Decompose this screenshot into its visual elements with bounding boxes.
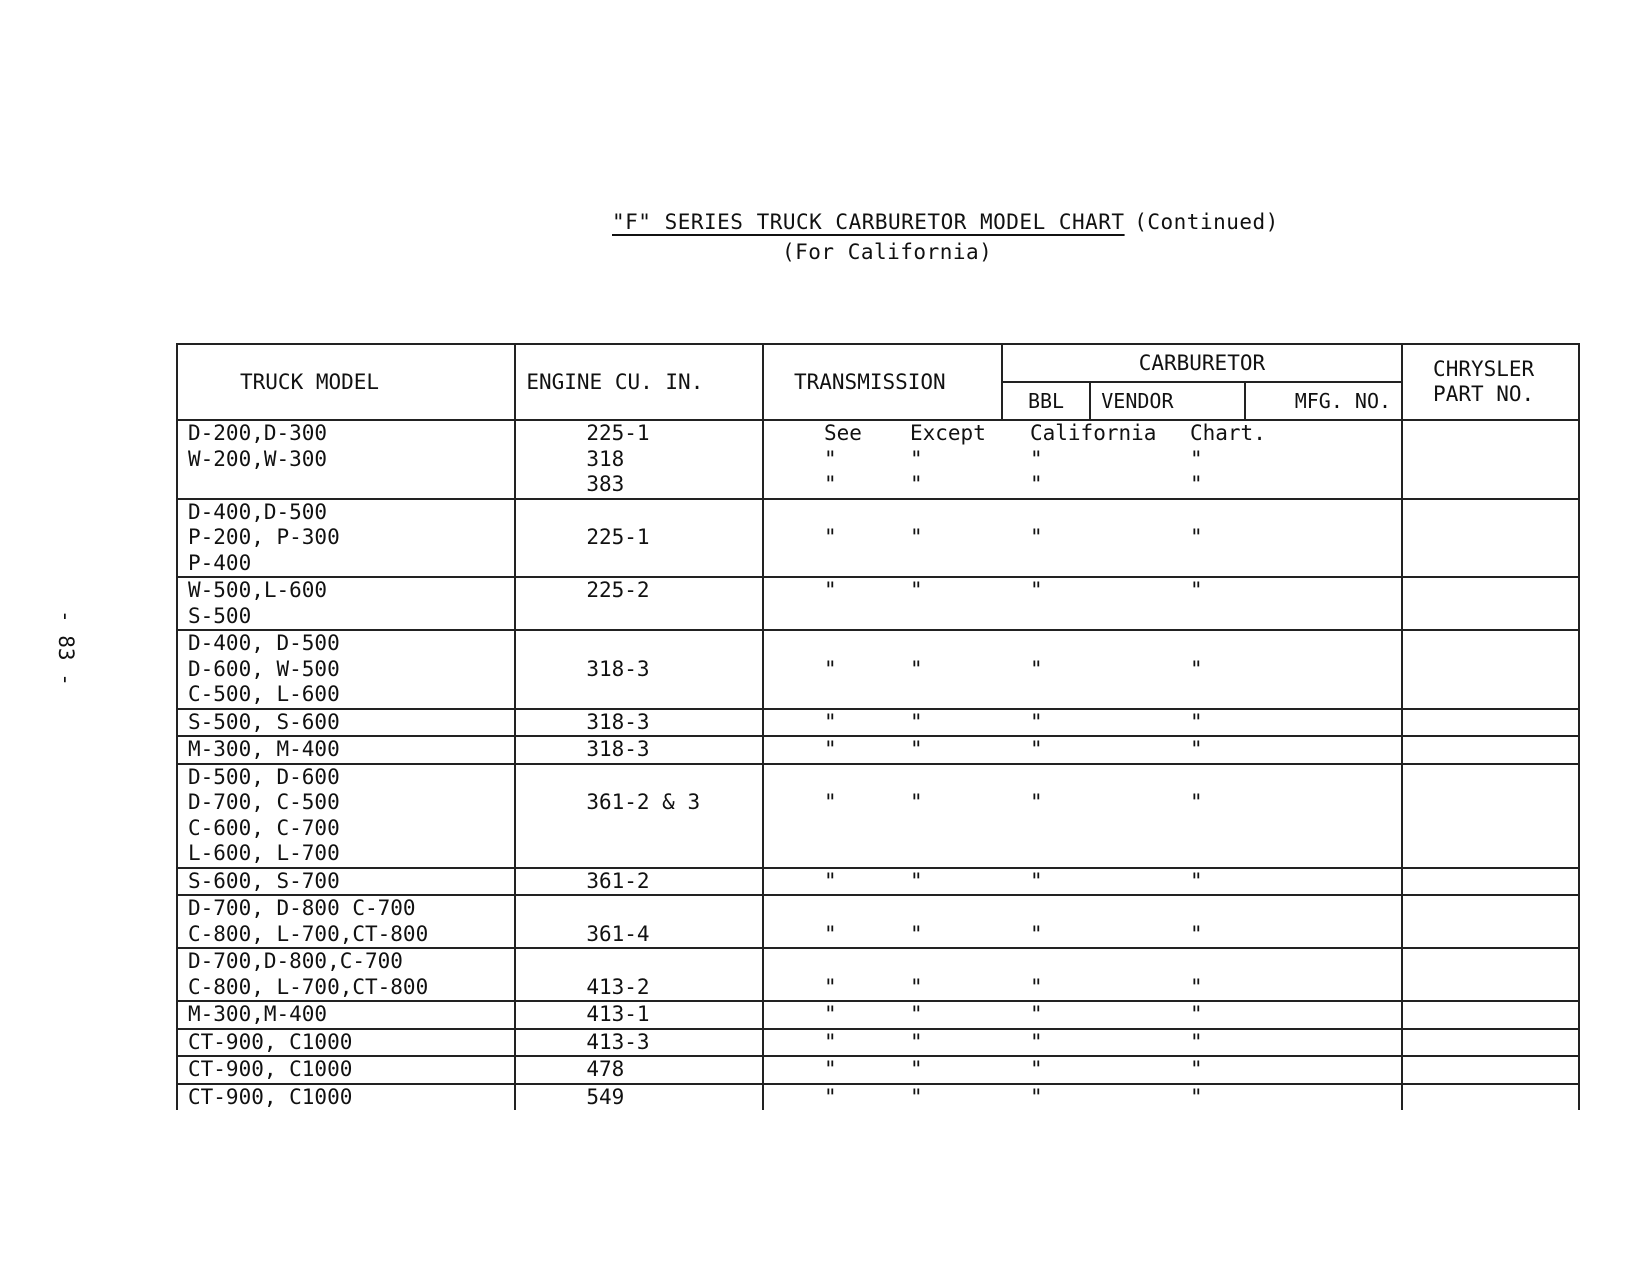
ditto-mark: " (1029, 868, 1043, 893)
ditto-mark: " (1029, 525, 1043, 549)
part-no-cell (1402, 1029, 1579, 1057)
engine-cell: 318-3 (515, 630, 763, 709)
header-engine: ENGINE CU. IN. (515, 344, 763, 420)
truck-model-cell: CT-900, C1000 (177, 1029, 515, 1057)
table-row (177, 1029, 1579, 1057)
chart-title-suffix: (Continued) (1134, 210, 1279, 234)
transmission-carburetor-cell (763, 895, 1402, 948)
ditto-mark: " (1029, 974, 1043, 999)
part-no-cell (1402, 1084, 1579, 1111)
truck-model-cell: D-700,D-800,C-700 C-800, L-700,CT-800 (177, 948, 515, 1001)
part-no-cell (1402, 499, 1579, 578)
ditto-mark: Chart. " " (1189, 421, 1266, 496)
transmission-carburetor-cell (763, 499, 1402, 578)
ditto-mark: " (1189, 578, 1203, 602)
ditto-mark: " (1029, 1084, 1043, 1109)
ditto-mark: Except " " (909, 421, 986, 496)
ditto-mark: " (909, 525, 923, 549)
ditto-mark: California " " (1029, 421, 1157, 496)
ditto-mark: " (823, 1029, 837, 1054)
ditto-mark: " (1029, 737, 1043, 761)
part-no-cell (1402, 868, 1579, 896)
table-row (177, 868, 1579, 896)
part-no-cell (1402, 736, 1579, 764)
truck-model-cell: D-400, D-500 D-600, W-500 C-500, L-600 (177, 630, 515, 709)
table-row (177, 764, 1579, 868)
header-bbl: BBL (1002, 382, 1090, 420)
engine-cell: 361-4 (515, 895, 763, 948)
ditto-mark: " (823, 790, 837, 814)
transmission-carburetor-cell (763, 1084, 1402, 1111)
title-block (612, 210, 1412, 234)
page-number: - 83 - (54, 610, 78, 686)
transmission-carburetor-cell (763, 868, 1402, 896)
transmission-carburetor-cell (763, 709, 1402, 737)
ditto-mark: " (1029, 578, 1043, 602)
transmission-carburetor-cell (763, 630, 1402, 709)
ditto-mark: " (1189, 790, 1203, 814)
truck-model-cell: M-300,M-400 (177, 1001, 515, 1029)
transmission-carburetor-cell (763, 577, 1402, 630)
truck-model-cell: D-400,D-500 P-200, P-300 P-400 (177, 499, 515, 578)
chart-subtitle: (For California) (782, 240, 993, 264)
ditto-mark: " (909, 790, 923, 814)
ditto-mark: " (1029, 709, 1043, 734)
table-row (177, 577, 1579, 630)
table-row (177, 420, 1579, 499)
ditto-mark: " (1189, 1029, 1203, 1054)
header-transmission: TRANSMISSION (763, 344, 1002, 420)
ditto-mark: " (1029, 1057, 1043, 1081)
table-row (177, 1001, 1579, 1029)
ditto-mark: " (909, 1084, 923, 1109)
ditto-mark: " (1189, 974, 1203, 999)
engine-cell: 361-2 (515, 868, 763, 896)
truck-model-cell: D-700, D-800 C-700 C-800, L-700,CT-800 (177, 895, 515, 948)
header-mfg-no: MFG. NO. (1245, 382, 1402, 420)
ditto-mark: " (1189, 1057, 1203, 1081)
engine-cell: 318-3 (515, 736, 763, 764)
transmission-carburetor-cell (763, 736, 1402, 764)
engine-cell: 225-2 (515, 577, 763, 630)
truck-model-cell: D-200,D-300 W-200,W-300 (177, 420, 515, 499)
engine-cell: 413-1 (515, 1001, 763, 1029)
ditto-mark: " (823, 737, 837, 761)
ditto-mark: " (909, 974, 923, 999)
ditto-mark: " (1029, 656, 1043, 681)
ditto-mark: " (823, 921, 837, 946)
ditto-mark: " (823, 868, 837, 893)
ditto-mark: See " " (823, 421, 862, 496)
transmission-carburetor-cell (763, 1001, 1402, 1029)
transmission-carburetor-cell (763, 420, 1402, 499)
truck-model-cell: W-500,L-600 S-500 (177, 577, 515, 630)
table-row (177, 630, 1579, 709)
ditto-mark: " (1189, 1084, 1203, 1109)
part-no-cell (1402, 420, 1579, 499)
ditto-mark: " (1189, 656, 1203, 681)
transmission-carburetor-cell (763, 948, 1402, 1001)
ditto-mark: " (1189, 921, 1203, 946)
engine-cell: 318-3 (515, 709, 763, 737)
ditto-mark: " (1189, 868, 1203, 893)
header-vendor: VENDOR (1090, 382, 1245, 420)
ditto-mark: " (823, 974, 837, 999)
ditto-mark: " (1029, 790, 1043, 814)
truck-model-cell: M-300, M-400 (177, 736, 515, 764)
ditto-mark: " (823, 578, 837, 602)
ditto-mark: " (909, 737, 923, 761)
ditto-mark: " (823, 656, 837, 681)
table-row (177, 736, 1579, 764)
truck-model-cell: CT-900, C1000 (177, 1084, 515, 1111)
engine-cell: 225-1 (515, 499, 763, 578)
ditto-mark: " (1029, 1002, 1043, 1026)
truck-model-cell: CT-900, C1000 (177, 1056, 515, 1084)
header-carburetor: CARBURETOR (1002, 344, 1402, 382)
table-row (177, 948, 1579, 1001)
table-row (177, 709, 1579, 737)
ditto-mark: " (823, 1057, 837, 1081)
ditto-mark: " (909, 1002, 923, 1026)
engine-cell: 413-2 (515, 948, 763, 1001)
header-part-no: CHRYSLER PART NO. (1402, 344, 1579, 420)
carburetor-chart-table (176, 343, 1580, 1110)
header-truck-model: TRUCK MODEL (177, 344, 515, 420)
engine-cell: 478 (515, 1056, 763, 1084)
ditto-mark: " (1189, 525, 1203, 549)
ditto-mark: " (909, 921, 923, 946)
truck-model-cell: S-500, S-600 (177, 709, 515, 737)
ditto-mark: " (909, 1057, 923, 1081)
part-no-cell (1402, 709, 1579, 737)
part-no-cell (1402, 764, 1579, 868)
part-no-cell (1402, 895, 1579, 948)
chart-body (177, 420, 1579, 1110)
ditto-mark: " (823, 525, 837, 549)
ditto-mark: " (909, 709, 923, 734)
transmission-carburetor-cell (763, 1056, 1402, 1084)
table-row (177, 895, 1579, 948)
part-no-cell (1402, 1001, 1579, 1029)
ditto-mark: " (1189, 737, 1203, 761)
ditto-mark: " (1189, 709, 1203, 734)
transmission-carburetor-cell (763, 1029, 1402, 1057)
ditto-mark: " (1189, 1002, 1203, 1026)
ditto-mark: " (823, 709, 837, 734)
ditto-mark: " (823, 1002, 837, 1026)
part-no-cell (1402, 948, 1579, 1001)
engine-cell: 361-2 & 3 (515, 764, 763, 868)
ditto-mark: " (1029, 921, 1043, 946)
ditto-mark: " (909, 578, 923, 602)
ditto-mark: " (1029, 1029, 1043, 1054)
engine-cell: 225-1 318 383 (515, 420, 763, 499)
chart-title: "F" SERIES TRUCK CARBURETOR MODEL CHART (612, 210, 1125, 234)
part-no-cell (1402, 630, 1579, 709)
table-row (177, 499, 1579, 578)
engine-cell: 549 (515, 1084, 763, 1111)
ditto-mark: " (909, 1029, 923, 1054)
table-row (177, 1084, 1579, 1111)
truck-model-cell: S-600, S-700 (177, 868, 515, 896)
part-no-cell (1402, 1056, 1579, 1084)
table-row (177, 1056, 1579, 1084)
ditto-mark: " (909, 868, 923, 893)
truck-model-cell: D-500, D-600 D-700, C-500 C-600, C-700 L-600, L-700 (177, 764, 515, 868)
part-no-cell (1402, 577, 1579, 630)
transmission-carburetor-cell (763, 764, 1402, 868)
ditto-mark: " (909, 656, 923, 681)
engine-cell: 413-3 (515, 1029, 763, 1057)
ditto-mark: " (823, 1084, 837, 1109)
